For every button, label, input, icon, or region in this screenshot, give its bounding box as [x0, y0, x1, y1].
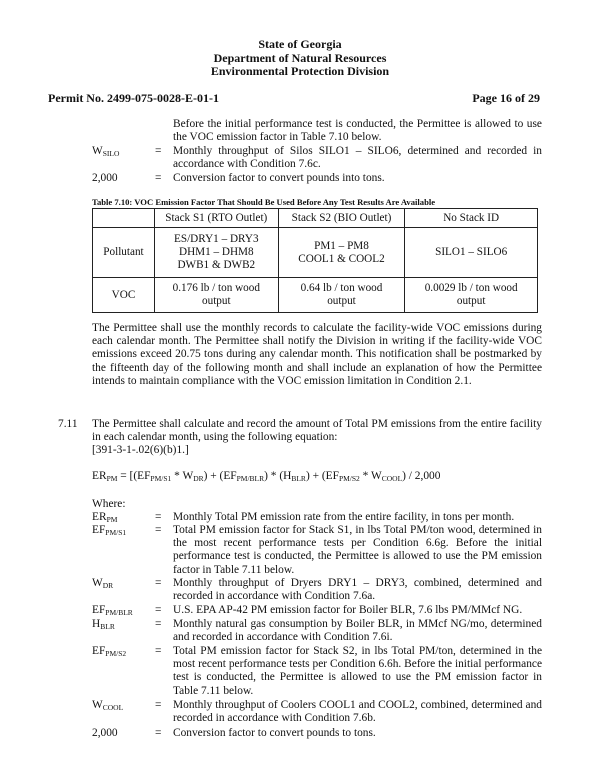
- condition-text: The Permittee shall calculate and record the amount of Total PM emissions from the entire facility in each calendar month, using the following equation:: [92, 418, 542, 444]
- definition-text: Monthly throughput of Silos SILO1 – SILO6, determined and recorded in accordance with Condition 7.6c.: [173, 145, 542, 171]
- where-label: Where:: [92, 498, 126, 510]
- table-header-row: [93, 209, 538, 228]
- definition-text: Total PM emission factor for Stack S2, in lbs Total PM/ton, determined in the most recent performance tests per Condition 6.6h. Before the initial performance test is conducted, the Permittee is allowed to use the PM emission factor in Table 7.11 below.: [173, 645, 542, 697]
- definition-symbol: $W_{SILO}$: [92, 145, 120, 158]
- voc-emission-factor-table: [92, 208, 538, 313]
- header-no-stack: No Stack ID: [405, 209, 538, 228]
- definition-2000-top: 2,000 = Conversion factor to convert pounds into tons.: [92, 172, 542, 186]
- table-caption: Table 7.10: VOC Emission Factor That Should Be Used Before Any Test Results Are Available: [92, 197, 436, 207]
- header-stack-s1: Stack S1 (RTO Outlet): [154, 209, 278, 228]
- table-row-voc: [93, 278, 538, 313]
- row-label-pollutant: Pollutant: [93, 228, 155, 278]
- header-state: State of Georgia: [258, 37, 342, 51]
- condition-number: 7.11: [58, 418, 78, 430]
- definition-text: Conversion factor to convert pounds to tons.: [173, 727, 376, 739]
- definition-text: Monthly throughput of Dryers DRY1 – DRY3, combined, determined and recorded in accordance with Condition 7.6a.: [173, 577, 542, 603]
- definition-text: Monthly natural gas consumption by Boiler BLR, in MMcf NG/mo, determined and recorded in accordance with Condition 7.6i.: [173, 618, 542, 644]
- cell-voc-s1: 0.176 lb / ton wood output: [154, 278, 278, 313]
- table-row-sources: [93, 228, 538, 278]
- permit-number: Permit No. 2499-075-0028-E-01-1: [48, 91, 219, 105]
- voc-records-paragraph: The Permittee shall use the monthly records to calculate the facility-wide VOC emissions during each calendar month. The Permittee shall notify the Division in writing if the facility-wide VOC emissions exceed 20.75 tons during any calendar month. This notification shall be postmarked by the fifteenth day of the following month and shall include an explanation of how the Permittee intends to maintain compliance with the VOC emission limitation in Condition 2.1.: [92, 322, 542, 387]
- intro-paragraph: Before the initial performance test is conducted, the Permittee is allowed to use the VOC emission factor in Table 7.10 below.: [173, 118, 542, 144]
- cell-voc-nostack: 0.0029 lb / ton wood output: [405, 278, 538, 313]
- document-page: State of Georgia Department of Natural Resources Environmental Protection Division Permit No. 2499-075-0028-E-01-1 Page 16 of 29 Before the initial performance test is conducted, the Permittee is allowed to use the VOC emission factor in Table 7.10 below. $W_{SILO}$ = Monthly throughput of Silos SILO1 – SILO6, determined and recorded in accordance with Condition 7.6c. 2,000 = Conversion factor to convert pounds into tons. Table 7.10: VOC Emission Factor That Should Be Used Before Any Test Results Are Available Stack S1 (RTO Outlet) Stack S2 (BIO Outlet) No Stack ID Pollutant ES/DRY1 – DRY3 DHM1 – DHM8 DWB1 & DWB2 PM1 – PM8 COOL1 & COOL2 SILO1 – SILO6 VOC 0.176 lb / ton wood output 0.64 lb / ton wood output 0.0029 lb / ton wood output The Permittee shall use the monthly records to calculate the facility-wide VOC emissions during each calendar month. The Permittee shall notify the Division in writing if the facility-wide VOC emissions exceed 20.75 tons during any calendar month. This notification shall be postmarked by the fifteenth day of the following month and shall include an explanation of how the Permittee intends to maintain compliance with the VOC emission limitation in Condition 2.1. 7.11 The Permittee shall calculate and record the amount of Total PM emissions from the entire facility in each calendar month, using the following equation: [391-3-1-.02(6)(b)1.] $ER_{PM} = [(EF_{PM/S1} * W_{DR}) + (EF_{PM/BLR}) * (H_{BLR}) + (EF_{PM/S2} * W_{COOL}) / 2,000$ Where: $ER_{PM}$ = Monthly Total PM emission rate from the entire facility, in tons per month. $EF_{PM/S1}$ = Total PM emission factor for Stack S1, in lbs Total PM/ton wood, determined in the most recent performance tests per Condition 6.6g. Before the initial performance test is conducted, the Permittee is allowed to use the PM emission factor in Table 7.11 below. $W_{DR}$ = Monthly throughput of Dryers DRY1 – DRY3, combined, determined and recorded in accordance with Condition 7.6a. $EF_{PM/BLR}$ = U.S. EPA AP-42 PM emission factor for Boiler BLR, 7.6 lbs PM/MMcf NG. $H_{BLR}$ = Monthly natural gas consumption by Boiler BLR, in MMcf NG/mo, determined and recorded in accordance with Condition 7.6i. $EF_{PM/S2}$ = Total PM emission factor for Stack S2, in lbs Total PM/ton, determined in the most recent performance tests per Condition 6.6h. Before the initial performance test is conducted, the Permittee is allowed to use the PM emission factor in Table 7.11 below. $W_{COOL}$ = Monthly throughput of Coolers COOL1 and COOL2, combined, determined and recorded in accordance with Condition 7.6b. 2,000 = Conversion factor to convert pounds to tons.: [0, 0, 600, 776]
- header-division: Environmental Protection Division: [210, 64, 390, 78]
- header-stack-s2: Stack S2 (BIO Outlet): [278, 209, 405, 228]
- cell-sources-s1: ES/DRY1 – DRY3 DHM1 – DHM8 DWB1 & DWB2: [154, 228, 278, 278]
- page-number: Page 16 of 29: [472, 91, 540, 105]
- cell-voc-s2: 0.64 lb / ton wood output: [278, 278, 405, 313]
- cell-sources-s2: PM1 – PM8 COOL1 & COOL2: [278, 228, 405, 278]
- cell-sources-nostack: SILO1 – SILO6: [405, 228, 538, 278]
- definition-text: Conversion factor to convert pounds into tons.: [173, 172, 385, 184]
- definition-text: U.S. EPA AP-42 PM emission factor for Boiler BLR, 7.6 lbs PM/MMcf NG.: [173, 604, 523, 616]
- definition-text: Monthly throughput of Coolers COOL1 and COOL2, combined, determined and recorded in accordance with Condition 7.6b.: [173, 699, 542, 725]
- row-label-voc: VOC: [93, 278, 155, 313]
- condition-citation: [391-3-1-.02(6)(b)1.]: [92, 444, 189, 456]
- pm-equation: $ER_{PM} = [(EF_{PM/S1} * W_{DR}) + (EF_{PM/BLR}) * (H_{BLR}) + (EF_{PM/S2} * W_{COOL}) / 2,000$: [92, 470, 441, 483]
- definition-text: Total PM emission factor for Stack S1, in lbs Total PM/ton wood, determined in the most recent performance tests per Condition 6.6g. Before the initial performance test is conducted, the Permittee is allowed to use the PM emission factor in Table 7.11 below.: [173, 524, 542, 576]
- header-department: Department of Natural Resources: [213, 50, 387, 65]
- definition-text: Monthly Total PM emission rate from the entire facility, in tons per month.: [173, 511, 515, 523]
- definition-w-silo: $W_{SILO}$ = Monthly throughput of Silos SILO1 – SILO6, determined and recorded in accordance with Condition 7.6c.: [92, 145, 542, 171]
